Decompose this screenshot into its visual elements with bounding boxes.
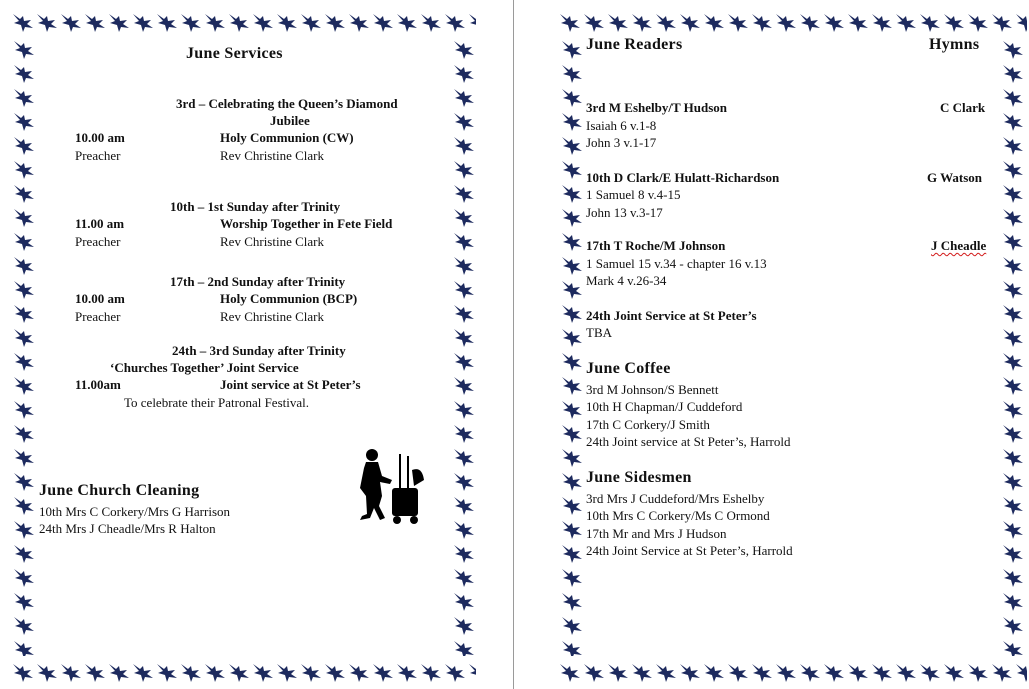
cleaning-title: June Church Cleaning bbox=[39, 482, 200, 499]
service-event: Holy Communion (CW) bbox=[220, 130, 354, 145]
cleaning-row: 24th Mrs J Cheadle/Mrs R Halton bbox=[39, 521, 216, 536]
reading: 1 Samuel 8 v.4-15 bbox=[586, 187, 681, 202]
coffee-title: June Coffee bbox=[586, 360, 671, 377]
hymns-person: G Watson bbox=[927, 170, 983, 185]
preacher-label: Preacher bbox=[75, 234, 121, 249]
service-note: To celebrate their Patronal Festival. bbox=[124, 395, 309, 410]
preacher-name: Rev Christine Clark bbox=[220, 148, 324, 163]
sidesmen-row: 17th Mr and Mrs J Hudson bbox=[586, 526, 727, 541]
swallow-bird-icon bbox=[557, 6, 1027, 36]
page-divider bbox=[513, 0, 514, 689]
service-time: 11.00am bbox=[75, 377, 121, 392]
service-time: 10.00 am bbox=[75, 291, 125, 306]
service-day: 17th – 2nd Sunday after Trinity bbox=[170, 274, 346, 289]
readers-title: June Readers bbox=[586, 36, 683, 53]
coffee-row: 17th C Corkery/J Smith bbox=[586, 417, 710, 432]
service-time: 10.00 am bbox=[75, 130, 125, 145]
swallow-bird-icon bbox=[448, 36, 478, 656]
sidesmen-title: June Sidesmen bbox=[586, 469, 692, 486]
swallow-bird-icon bbox=[10, 656, 476, 686]
coffee-row: 24th Joint service at St Peter’s, Harrold bbox=[586, 434, 791, 449]
cleaning-row: 10th Mrs C Corkery/Mrs G Harrison bbox=[39, 504, 231, 519]
preacher-name: Rev Christine Clark bbox=[220, 234, 324, 249]
service-subtitle: ‘Churches Together’ Joint Service bbox=[110, 360, 299, 375]
swallow-bird-icon bbox=[556, 36, 586, 656]
reading: TBA bbox=[586, 325, 612, 340]
service-day-cont: Jubilee bbox=[270, 113, 310, 128]
reader-heading: 24th Joint Service at St Peter’s bbox=[586, 308, 757, 323]
reading: John 13 v.3-17 bbox=[586, 205, 663, 220]
coffee-row: 10th H Chapman/J Cuddeford bbox=[586, 399, 743, 414]
reading: Mark 4 v.26-34 bbox=[586, 273, 667, 288]
service-time: 11.00 am bbox=[75, 216, 125, 231]
sidesmen-row: 10th Mrs C Corkery/Ms C Ormond bbox=[586, 508, 770, 523]
cleaner-with-cart-icon bbox=[352, 446, 432, 528]
preacher-name: Rev Christine Clark bbox=[220, 309, 324, 324]
service-day: 10th – 1st Sunday after Trinity bbox=[170, 199, 341, 214]
service-event: Joint service at St Peter’s bbox=[220, 377, 361, 392]
reading: Isaiah 6 v.1-8 bbox=[586, 118, 657, 133]
swallow-bird-icon bbox=[997, 36, 1027, 656]
reader-heading: 10th D Clark/E Hulatt-Richardson bbox=[586, 170, 780, 185]
service-day: 24th – 3rd Sunday after Trinity bbox=[172, 343, 346, 358]
hymns-person: C Clark bbox=[940, 100, 986, 115]
hymns-person: J Cheadle bbox=[931, 238, 987, 253]
coffee-row: 3rd M Johnson/S Bennett bbox=[586, 382, 719, 397]
preacher-label: Preacher bbox=[75, 148, 121, 163]
right-page bbox=[519, 0, 1029, 689]
service-day: 3rd – Celebrating the Queen’s Diamond bbox=[176, 96, 398, 111]
left-page bbox=[0, 0, 510, 689]
hymns-title: Hymns bbox=[929, 36, 980, 53]
swallow-bird-icon bbox=[557, 656, 1027, 686]
service-event: Worship Together in Fete Field bbox=[220, 216, 393, 231]
services-title: June Services bbox=[186, 45, 283, 62]
sidesmen-row: 3rd Mrs J Cuddeford/Mrs Eshelby bbox=[586, 491, 765, 506]
service-event: Holy Communion (BCP) bbox=[220, 291, 358, 306]
reader-heading: 17th T Roche/M Johnson bbox=[586, 238, 726, 253]
reading: John 3 v.1-17 bbox=[586, 135, 657, 150]
swallow-bird-icon bbox=[10, 6, 476, 36]
preacher-label: Preacher bbox=[75, 309, 121, 324]
sidesmen-row: 24th Joint Service at St Peter’s, Harrold bbox=[586, 543, 793, 558]
reader-heading: 3rd M Eshelby/T Hudson bbox=[586, 100, 728, 115]
swallow-bird-icon bbox=[8, 36, 38, 656]
reading: 1 Samuel 15 v.34 - chapter 16 v.13 bbox=[586, 256, 767, 271]
